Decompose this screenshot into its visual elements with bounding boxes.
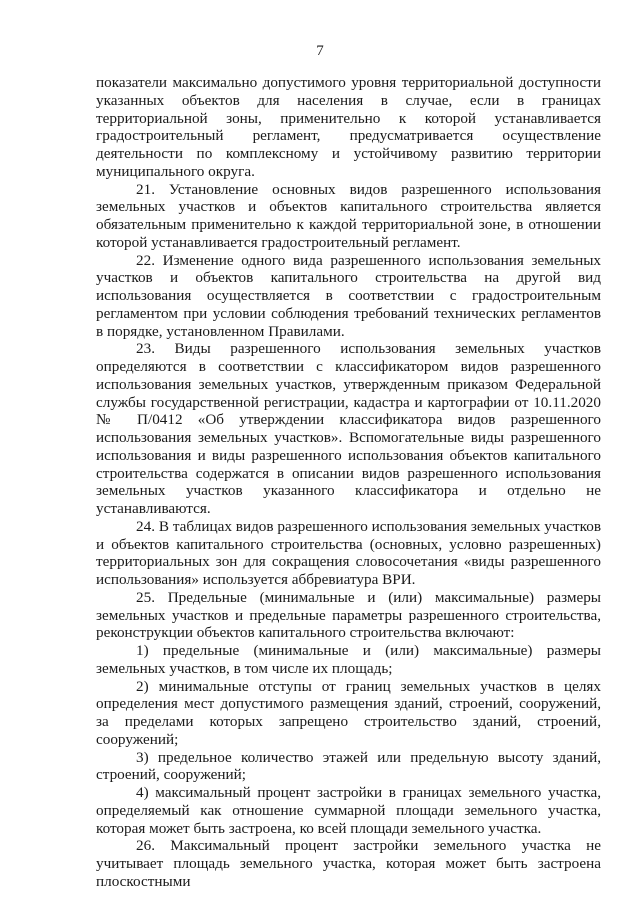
paragraph-25: 25. Предельные (минимальные и (или) максимальные) размеры земельных участков и предельные параметры разрешенного строительства, реконструкции объектов капитального строительства включают:	[96, 588, 601, 642]
paragraph-26: 26. Максимальный процент застройки земельного участка не учитывает площадь земельного участка, которая может быть застроена плоскостными	[96, 837, 601, 890]
document-body	[96, 74, 601, 891]
paragraph-23: 23. Виды разрешенного использования земельных участков определяются в соответствии с классификатором видов разрешенного использования земельных участков, утвержденным приказом Федеральной службы государственной регистрации, кадастра и картографии от 10.11.2020 № П/0412 «Об утверждении классификатора видов разрешенного использования земельных участков». Вспомогательные виды разрешенного использования и виды разрешенного использования объектов капитального строительства содержатся в описании видов разрешенного использования земельных участков указанного классификатора и отдельно не устанавливаются.	[96, 340, 601, 517]
list-item-2: 2) минимальные отступы от границ земельных участков в целях определения мест допустимого размещения зданий, строений, сооружений, за пределами которых запрещено строительство зданий, строений, сооружений;	[96, 677, 601, 748]
page-number: 7	[316, 43, 324, 59]
paragraph-24: 24. В таблицах видов разрешенного использования земельных участков и объектов капитального строительства (основных, условно разрешенных) территориальных зон для сокращения словосочетания «виды разрешенного использования» используется аббревиатура ВРИ.	[96, 517, 601, 588]
paragraph-21: 21. Установление основных видов разрешенного использования земельных участков и объектов капитального строительства является обязательным применительно к каждой территориальной зоне, в отношении которой устанавливается градостроительный регламент.	[96, 180, 601, 251]
list-item-3: 3) предельное количество этажей или предельную высоту зданий, строений, сооружений;	[96, 748, 601, 784]
list-item-1: 1) предельные (минимальные и (или) максимальные) размеры земельных участков, в том числе их площадь;	[96, 642, 601, 677]
paragraph-22: 22. Изменение одного вида разрешенного использования земельных участков и объектов капитального строительства на другой вид использования осуществляется в соответствии с градостроительным регламентом при условии соблюдения требований технических регламентов в порядке, установленном Правилами.	[96, 251, 601, 340]
list-item-4: 4) максимальный процент застройки в границах земельного участка, определяемый как отношение суммарной площади земельного участка, которая может быть застроена, ко всей площади земельного участка.	[96, 784, 601, 837]
paragraph-continuation: показатели максимально допустимого уровня территориальной доступности указанных объектов для населения в случае, если в границах территориальной зоны, применительно к которой устанавливается градостроительный регламент, предусматривается осуществление деятельности по комплексному и устойчивому развитию территории муниципального округа.	[96, 74, 601, 180]
